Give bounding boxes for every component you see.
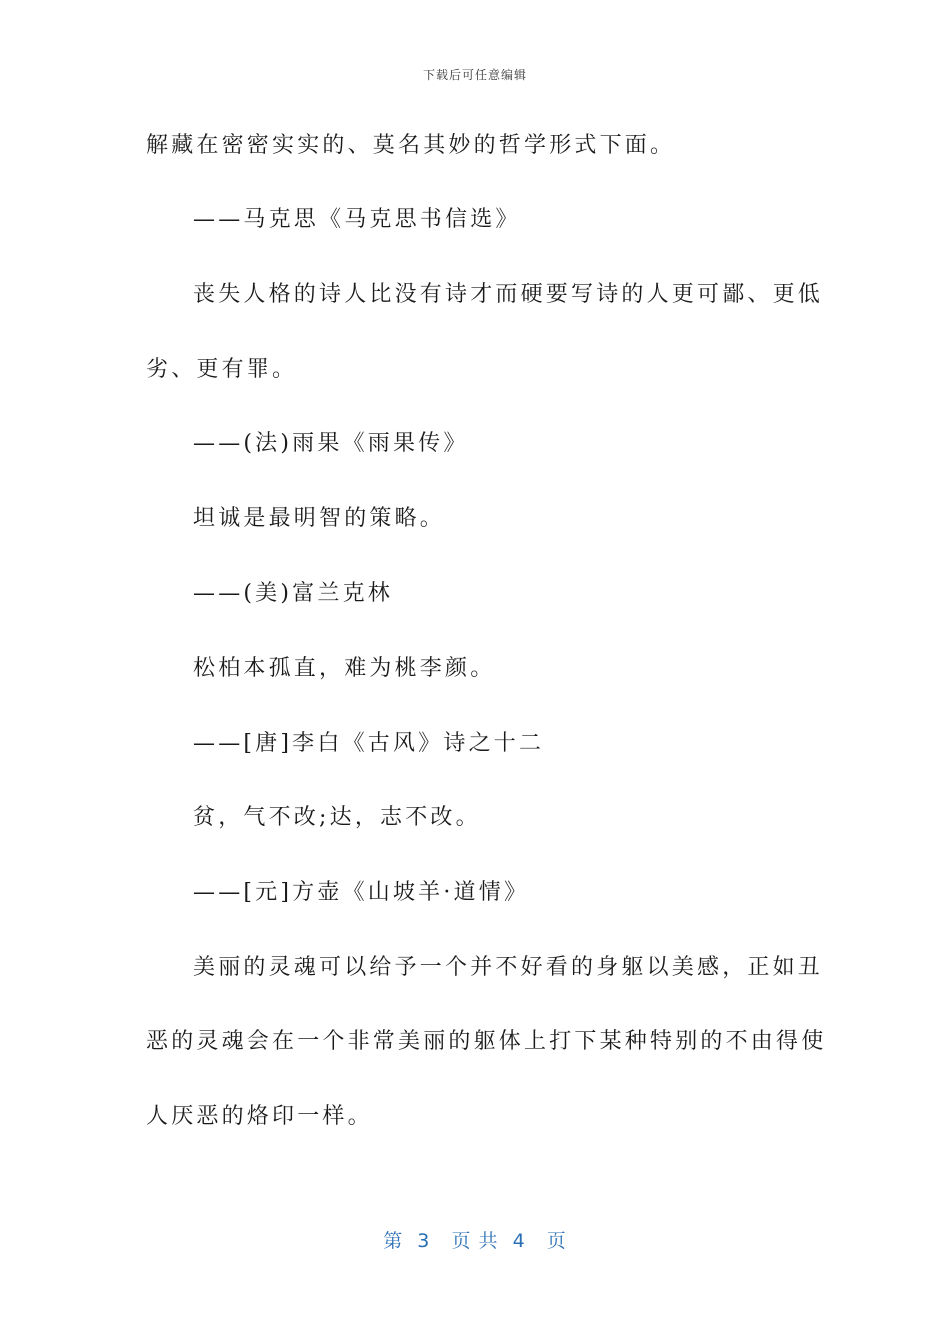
quote-attribution: ——[唐]李白《古风》诗之十二 xyxy=(193,731,545,756)
quote-text: 美丽的灵魂可以给予一个并不好看的身躯以美感，正如丑 xyxy=(193,955,824,980)
text-line: 解藏在密密实实的、莫名其妙的哲学形式下面。 xyxy=(146,133,676,158)
quote-attribution: ——(法)雨果《雨果传》 xyxy=(193,431,469,456)
quote-attribution: ——(美)富兰克林 xyxy=(193,581,393,606)
quote-attribution: ——[元]方壶《山坡羊·道情》 xyxy=(193,880,530,905)
quote-text: 人厌恶的烙印一样。 xyxy=(146,1104,373,1129)
quote-attribution: ——马克思《马克思书信选》 xyxy=(193,207,521,232)
page-header: 下载后可任意编辑 xyxy=(422,68,527,82)
quote-text: 恶的灵魂会在一个非常美丽的躯体上打下某种特别的不由得使 xyxy=(146,1029,827,1054)
page-number: 第 3 页 共 4 页 xyxy=(383,1230,567,1252)
quote-text: 坦诚是最明智的策略。 xyxy=(193,506,446,531)
quote-text: 丧失人格的诗人比没有诗才而硬要写诗的人更可鄙、更低 xyxy=(193,282,824,307)
quote-text: 松柏本孤直，难为桃李颜。 xyxy=(193,656,496,681)
quote-text: 劣、更有罪。 xyxy=(146,357,298,382)
quote-text: 贫，气不改;达，志不改。 xyxy=(193,805,481,830)
